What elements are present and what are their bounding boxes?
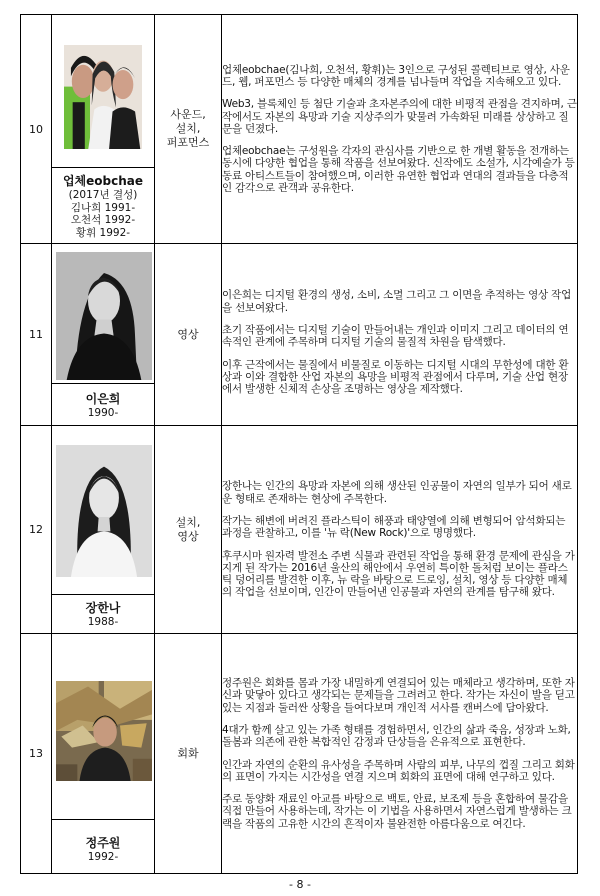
artist-studio-photo [52,643,154,820]
artist-info-line: 1992- [87,851,119,864]
artist-info-line: 1990- [87,407,119,420]
artist-info-line: 1988- [87,616,119,629]
description-paragraph: 이후 근작에서는 물질에서 비물질로 이동하는 디지털 시대의 무한성에 대한 환상과 이와 결합한 산업 자본의 욕망을 비평적 관점에서 다루며, 기술 산업 현장에서 발생한 신체적 손상을 조명하는 영상을 제작했다. [222,358,569,396]
profile-cell [52,244,155,426]
row-number: 10 [21,15,52,244]
page-number: - 8 - [289,878,311,891]
medium-text: 회화 [177,746,199,760]
medium-text: 사운드, 설치, 퍼포먼스 [166,108,210,149]
row-number: 11 [21,244,52,426]
description-paragraph: 후쿠시마 원자력 발전소 주변 식물과 관련된 작업을 통해 환경 문제에 관심을 가지게 된 작가는 2016년 울산의 해안에서 우연히 특이한 돌처럼 보이는 플라스틱 덩어리를 발견한 이후, 뉴 락을 바탕으로 드로잉, 설치, 영상 등 다양한 매체의 작업을 선보이며, 인간이 만들어낸 인공물과 자연의 관계를 탐구해 왔다. [222,549,575,599]
artist-name: 이은희 [85,392,121,407]
artist-info-line: 김나희 1991- [70,201,136,214]
group-portrait-photo [52,19,154,168]
description-paragraph: 업체eobchae(김나희, 오천석, 황휘)는 3인으로 구성된 콜렉티브로 영상, 사운드, 웹, 퍼포먼스 등 다양한 매체의 경계를 넘나들며 작업을 지속해오고 있다. [222,63,570,88]
artist-name: 장한나 [85,601,121,616]
medium-text: 설치, 영상 [175,515,201,543]
description-paragraph: Web3, 블록체인 등 첨단 기술과 초자본주의에 대한 비평적 관점을 견지하며, 근작에서도 자본의 욕망과 기술 지상주의가 맞물려 가속화된 미래를 상상하고 질문을 던졌다. [222,98,577,135]
table-row [21,15,578,244]
medium-cell [155,15,222,244]
description-paragraph: 이은희는 디지털 환경의 생성, 소비, 소멸 그리고 그 이면을 추적하는 영상 작업을 선보여왔다. [222,289,572,314]
description-cell [222,15,578,244]
photo-image [56,445,152,577]
portrait-photo [52,430,154,595]
description-paragraph: 작가는 해변에 버려진 플라스틱이 해풍과 태양열에 의해 변형되어 암석화되는 과정을 관찰하고, 이를 '뉴 락(New Rock)'으로 명명했다. [222,514,566,540]
photo-image [56,681,152,781]
description-paragraph: 정주원은 회화를 몸과 가장 내밀하게 연결되어 있는 매체라고 생각하며, 또한 자신과 맞닿아 있다고 생각되는 문제들을 그려려고 한다. 작가는 자신이 발을 딛고 있는 지점과 둘러싼 상황을 들여다보며 개인적 서사를 캔버스에 담아왔다. [222,677,575,714]
description-paragraph: 장한나는 인간의 욕망과 자본에 의해 생산된 인공물이 자연의 일부가 되어 새로운 형태로 존재하는 현상에 주목한다. [222,480,572,505]
photo-image [64,45,142,149]
portrait-photo [52,249,154,384]
description-paragraph: 업체eobchae는 구성원을 각자의 관심사를 기반으로 한 개별 활동을 전개하는 동시에 다양한 협업을 통해 작품을 선보여왔다. 신작에도 소설가, 시각예술가 등 동료 아티스트들이 참여했으며, 이러한 유연한 협업과 연대의 결과들을 다층적인 감각으로 관객과 공유한다. [222,145,575,195]
description-paragraph: 인간과 자연의 순환의 유사성을 주목하며 사람의 피부, 나무의 껍질 그리고 회화의 표면이 가지는 시간성을 연결 지으며 회화의 표면에 대해 연구하고 있다. [222,758,575,783]
artist-info-line: 황휘 1992- [75,226,131,239]
medium-cell [155,244,222,426]
table-row [21,244,578,426]
profile-cell [52,426,155,634]
description-paragraph: 주로 동양화 재료인 아교를 바탕으로 백토, 안료, 보조제 등을 혼합하여 물감을 직접 만들어 사용하는데, 작가는 이 기법을 사용하면서 자연스럽게 발생하는 크랙을 작품의 고유한 시간의 흔적이자 불완전한 아름다움으로 여긴다. [222,793,572,830]
artist-info-line: (2017년 결성) [68,189,138,201]
profile-cell [52,15,155,244]
table-row [21,634,578,874]
medium-cell [155,634,222,874]
table-row [21,426,578,634]
photo-image [56,252,152,380]
description-cell [222,244,578,426]
artist-name: 업체eobchae [62,174,144,188]
artist-table [20,14,578,874]
artist-info-line: 오천석 1992- [70,214,136,226]
row-number: 13 [21,634,52,874]
profile-cell [52,634,155,874]
artist-name: 정주원 [85,836,121,851]
medium-text: 영상 [177,327,199,341]
description-cell [222,426,578,634]
description-paragraph: 4대가 함께 살고 있는 가족 형태를 경험하면서, 인간의 삶과 죽음, 성장과 노화, 돌봄과 의존에 관한 복합적인 감정과 단상들을 은유적으로 표현한다. [222,723,571,749]
medium-cell [155,426,222,634]
description-cell [222,634,578,874]
description-paragraph: 초기 작품에서는 디지털 기술이 만들어내는 개인과 이미지 그리고 데이터의 연속적인 관계에 주목하며 디지털 기술의 물질적 차원을 탐색했다. [222,324,569,349]
row-number: 12 [21,426,52,634]
